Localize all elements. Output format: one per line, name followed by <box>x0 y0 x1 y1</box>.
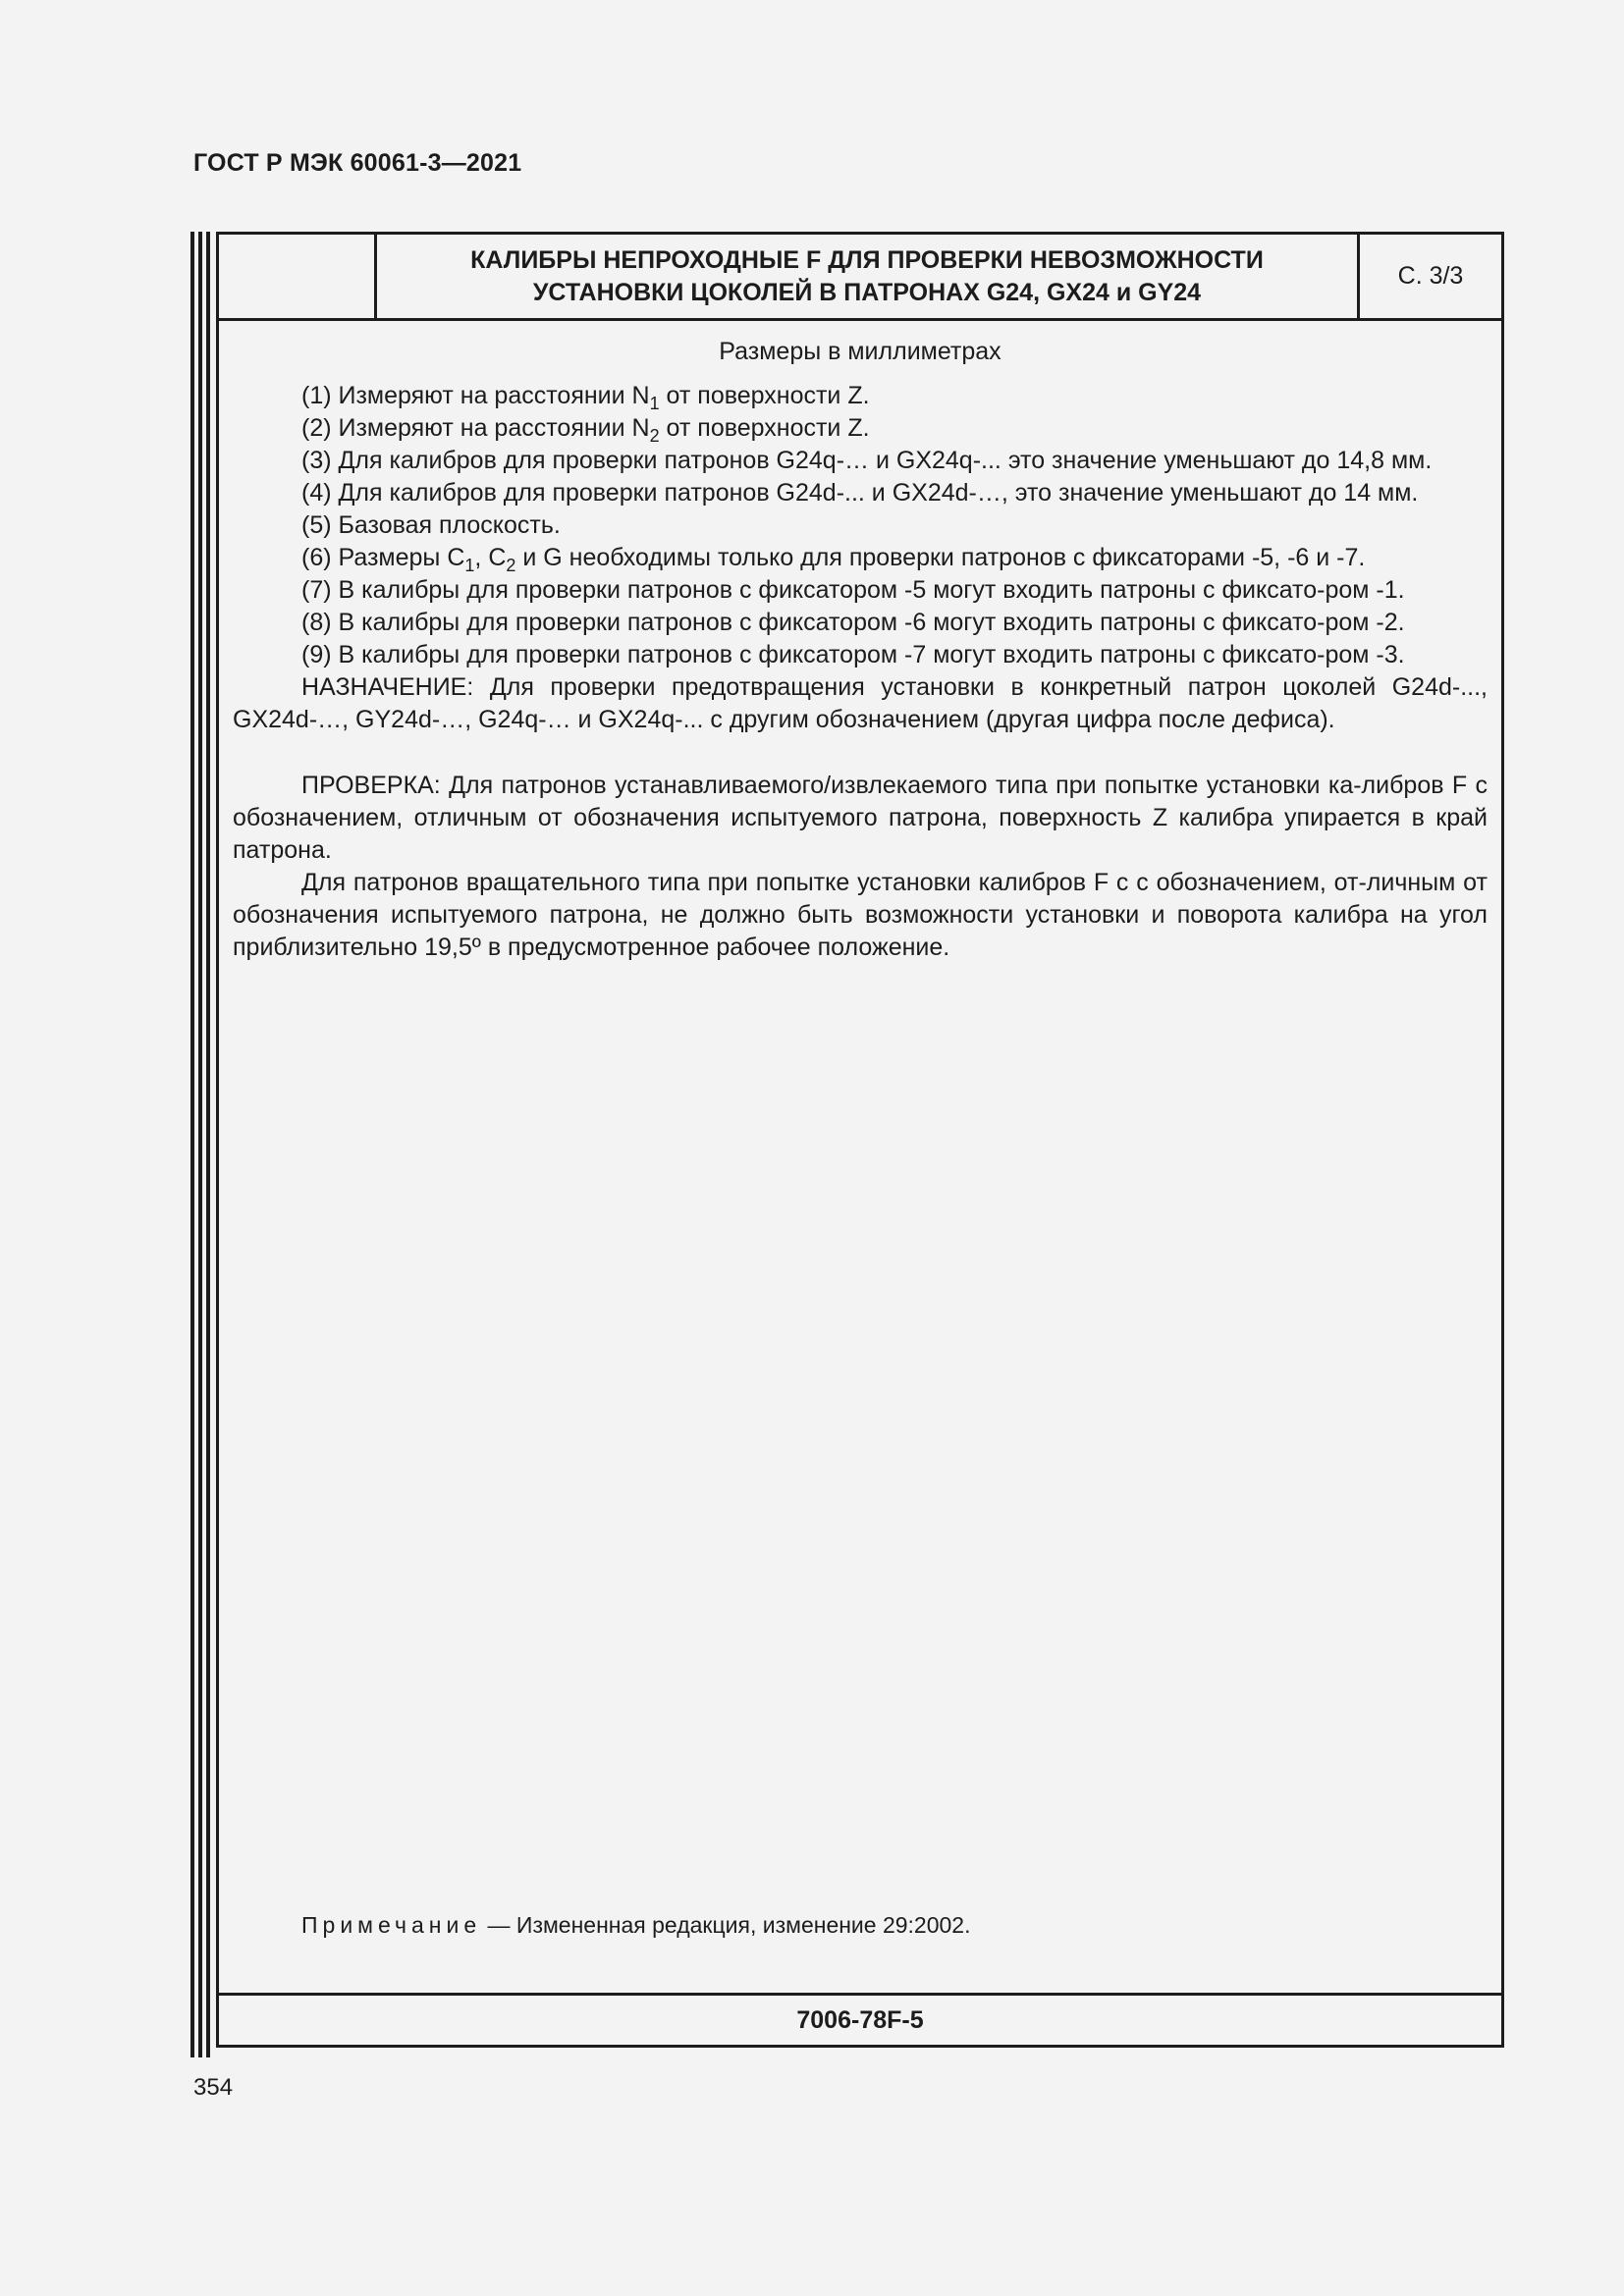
sheet-title <box>377 235 1360 318</box>
notes-block <box>233 336 1488 964</box>
sheet-number: С. 3/3 <box>1397 262 1464 290</box>
note-5: (5) Базовая плоскость. <box>301 511 561 539</box>
margin-line <box>206 232 210 2057</box>
note-2: (2) Измеряют на расстоянии $N_2$ от поверхности Z. <box>301 414 870 446</box>
check-paragraph-1: ПРОВЕРКА: Для патронов устанавливаемого/извлекаемого типа при попытке установки ка-либров F с обозначением, отличным от обозначения испытуемого патрона, поверхность Z калибра упирается в край патрона. <box>233 772 1488 864</box>
title-line-1: КАЛИБРЫ НЕПРОХОДНЫЕ F ДЛЯ ПРОВЕРКИ НЕВОЗМОЖНОСТИ <box>470 245 1264 274</box>
note-6: (6) Размеры $C_1$, $C_2$ и G необходимы только для проверки патронов с фиксаторами -5, -6 и -7. <box>301 544 1366 575</box>
remark <box>301 1912 971 1939</box>
remark-text: — Измененная редакция, изменение 29:2002. <box>481 1912 971 1938</box>
note-1: (1) Измеряют на расстоянии $N_1$ от поверхности Z. <box>301 382 870 413</box>
sheet-code: 7006-78F-5 <box>219 1993 1501 2045</box>
note-3: (3) Для калибров для проверки патронов G24q-… и GX24q-... это значение уменьшают до 14,8 мм. <box>301 447 1433 474</box>
margin-line <box>190 232 194 2057</box>
note-9: (9) В калибры для проверки патронов с фиксатором -7 могут входить патроны с фиксато-ром -3. <box>301 641 1405 668</box>
note-8: (8) В калибры для проверки патронов с фиксатором -6 могут входить патроны с фиксато-ром -2. <box>301 609 1405 636</box>
title-blank-cell <box>219 235 377 318</box>
remark-label: Примечание <box>301 1912 482 1938</box>
margin-line <box>198 232 202 2057</box>
note-4: (4) Для калибров для проверки патронов G24d-... и GX24d-…, это значение уменьшают до 14 мм. <box>301 479 1419 507</box>
title-row <box>219 235 1501 321</box>
document-code: ГОСТ Р МЭК 60061-3—2021 <box>193 149 522 177</box>
sheet-frame <box>216 232 1504 2048</box>
units-caption: Размеры в миллиметрах <box>719 338 1001 365</box>
page-number: 354 <box>193 2074 234 2101</box>
check-paragraph-2: Для патронов вращательного типа при попытке установки калибров F c с обозначением, от-личным от обозначения испытуемого патрона, не должно быть возможности установки и поворота калибра на угол приблизительно 19,5º в предусмотренное рабочее положение. <box>233 869 1488 961</box>
purpose-paragraph: НАЗНАЧЕНИЕ: Для проверки предотвращения установки в конкретный патрон цоколей G24d-..., GX24d-…, GY24d-…, G24q-… и GX24q-... с другим обозначением (другая цифра после дефиса). <box>233 673 1488 733</box>
note-7: (7) В калибры для проверки патронов с фиксатором -5 могут входить патроны с фиксато-ром -1. <box>301 576 1405 604</box>
title-line-2: УСТАНОВКИ ЦОКОЛЕЙ В ПАТРОНАХ G24, GX24 и GY24 <box>532 278 1202 306</box>
